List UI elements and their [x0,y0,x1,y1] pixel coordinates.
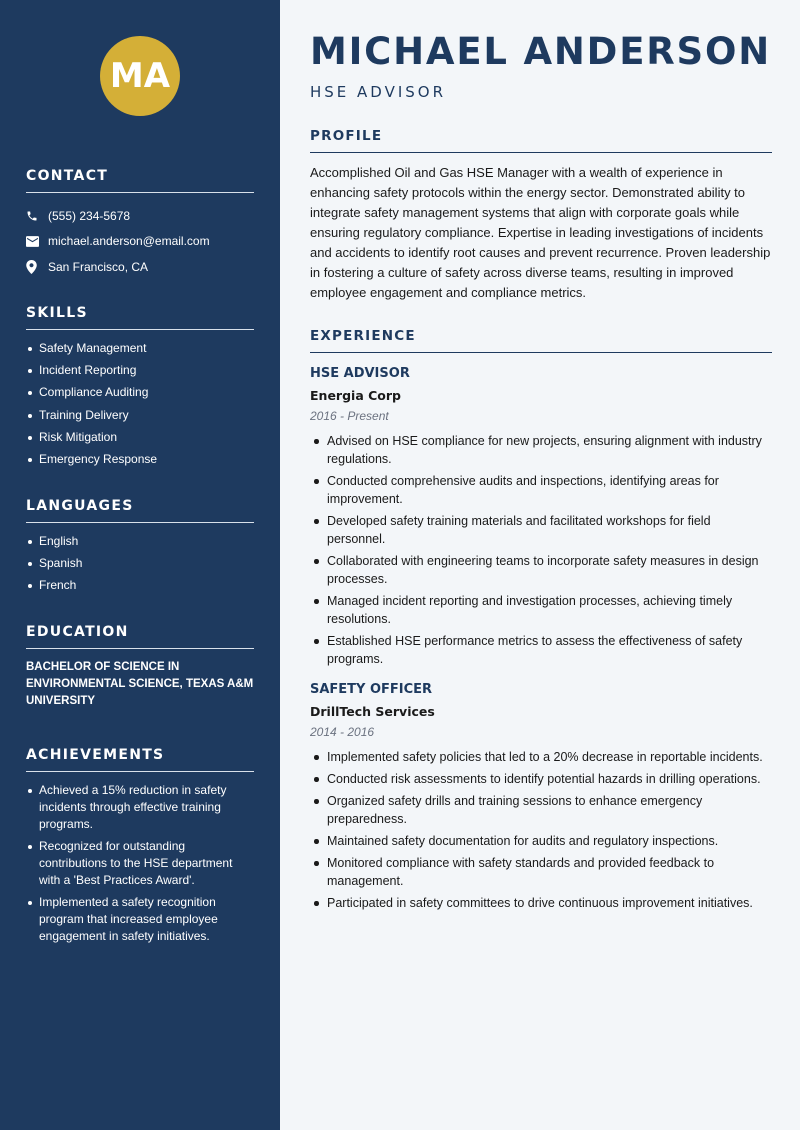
job-bullet: Conducted comprehensive audits and inspections, identifying areas for improvement. [310,472,772,508]
job-bullet: Developed safety training materials and facilitated workshops for field personnel. [310,512,772,548]
job-bullet: Managed incident reporting and investigation processes, achieving timely resolutions. [310,592,772,628]
job-title-header: HSE ADVISOR [310,83,447,101]
job-bullets [310,432,772,668]
language-item: Spanish [26,555,254,572]
achievement-item: Achieved a 15% reduction in safety incidents through effective training programs. [26,782,254,833]
contact-item [26,254,254,280]
email-icon [26,236,48,247]
section-heading: SKILLS [26,305,254,330]
section-heading: LANGUAGES [26,498,254,523]
job-bullet: Maintained safety documentation for audits and regulatory inspections. [310,832,772,850]
job-bullet: Monitored compliance with safety standards and provided feedback to management. [310,854,772,890]
company-name: DrillTech Services [310,704,435,719]
job-bullet: Participated in safety committees to drive continuous improvement initiatives. [310,894,772,912]
languages-list [26,533,254,594]
language-item: English [26,533,254,550]
degree: BACHELOR OF SCIENCE IN ENVIRONMENTAL SCIENCE, TEXAS A&M UNIVERSITY [26,661,254,707]
contact-item [26,229,254,255]
skill-item: Safety Management [26,340,254,357]
contact-item [26,203,254,229]
skill-item: Emergency Response [26,451,254,468]
contact-section [26,168,254,280]
section-heading: EXPERIENCE [310,328,772,353]
email-text: michael.anderson@email.com [48,234,210,249]
job-dates: 2016 - Present [310,409,389,423]
job-entry [310,682,772,912]
skills-section [26,305,254,473]
job-bullet: Organized safety drills and training sessions to enhance emergency preparedness. [310,792,772,828]
job-bullet: Conducted risk assessments to identify potential hazards in drilling operations. [310,770,772,788]
section-heading: CONTACT [26,168,254,193]
sidebar [0,0,280,1130]
avatar: MA [100,36,180,116]
achievements-section [26,747,254,950]
job-title: HSE ADVISOR [310,366,410,381]
profile-text: Accomplished Oil and Gas HSE Manager with a wealth of experience in enhancing safety protocols within the energy sector. Demonstrated ability to integrate safety management systems that align with corporate goals while ensuring regulatory compliance. Expertise in leading investigations of incidents and accidents to identify root causes and prevent recurrence. Proven leadership in fostering a culture of safety across diverse teams, resulting in improved employee engagement and compliance metrics. [310,165,771,300]
section-heading: EDUCATION [26,624,254,649]
contact-list [26,203,254,280]
location-text: San Francisco, CA [48,259,149,274]
skill-item: Risk Mitigation [26,429,254,446]
candidate-name: MICHAEL ANDERSON [310,30,772,73]
job-bullet: Implemented safety policies that led to a 20% decrease in reportable incidents. [310,748,772,766]
job-title: SAFETY OFFICER [310,682,433,697]
job-bullet: Advised on HSE compliance for new projects, ensuring alignment with industry regulations. [310,432,772,468]
achievement-item: Recognized for outstanding contributions to the HSE department with a 'Best Practices Award'. [26,838,254,889]
education-section [26,624,254,710]
language-item: French [26,577,254,594]
location-pin-icon [26,260,48,274]
section-heading: PROFILE [310,128,772,153]
skill-item: Training Delivery [26,407,254,424]
job-entry [310,366,772,668]
experience-section [310,328,772,916]
phone-icon [26,210,48,222]
job-bullets [310,748,772,912]
job-bullet: Established HSE performance metrics to assess the effectiveness of safety programs. [310,632,772,668]
achievements-list [26,782,254,945]
job-bullet: Collaborated with engineering teams to incorporate safety measures in design processes. [310,552,772,588]
languages-section [26,498,254,600]
phone-text: (555) 234-5678 [48,208,131,223]
job-dates: 2014 - 2016 [310,725,375,739]
skills-list [26,340,254,468]
skill-item: Incident Reporting [26,362,254,379]
section-heading: ACHIEVEMENTS [26,747,254,772]
profile-section [310,128,772,303]
skill-item: Compliance Auditing [26,384,254,401]
achievement-item: Implemented a safety recognition program that increased employee engagement in safety initiatives. [26,894,254,945]
company-name: Energia Corp [310,388,401,403]
